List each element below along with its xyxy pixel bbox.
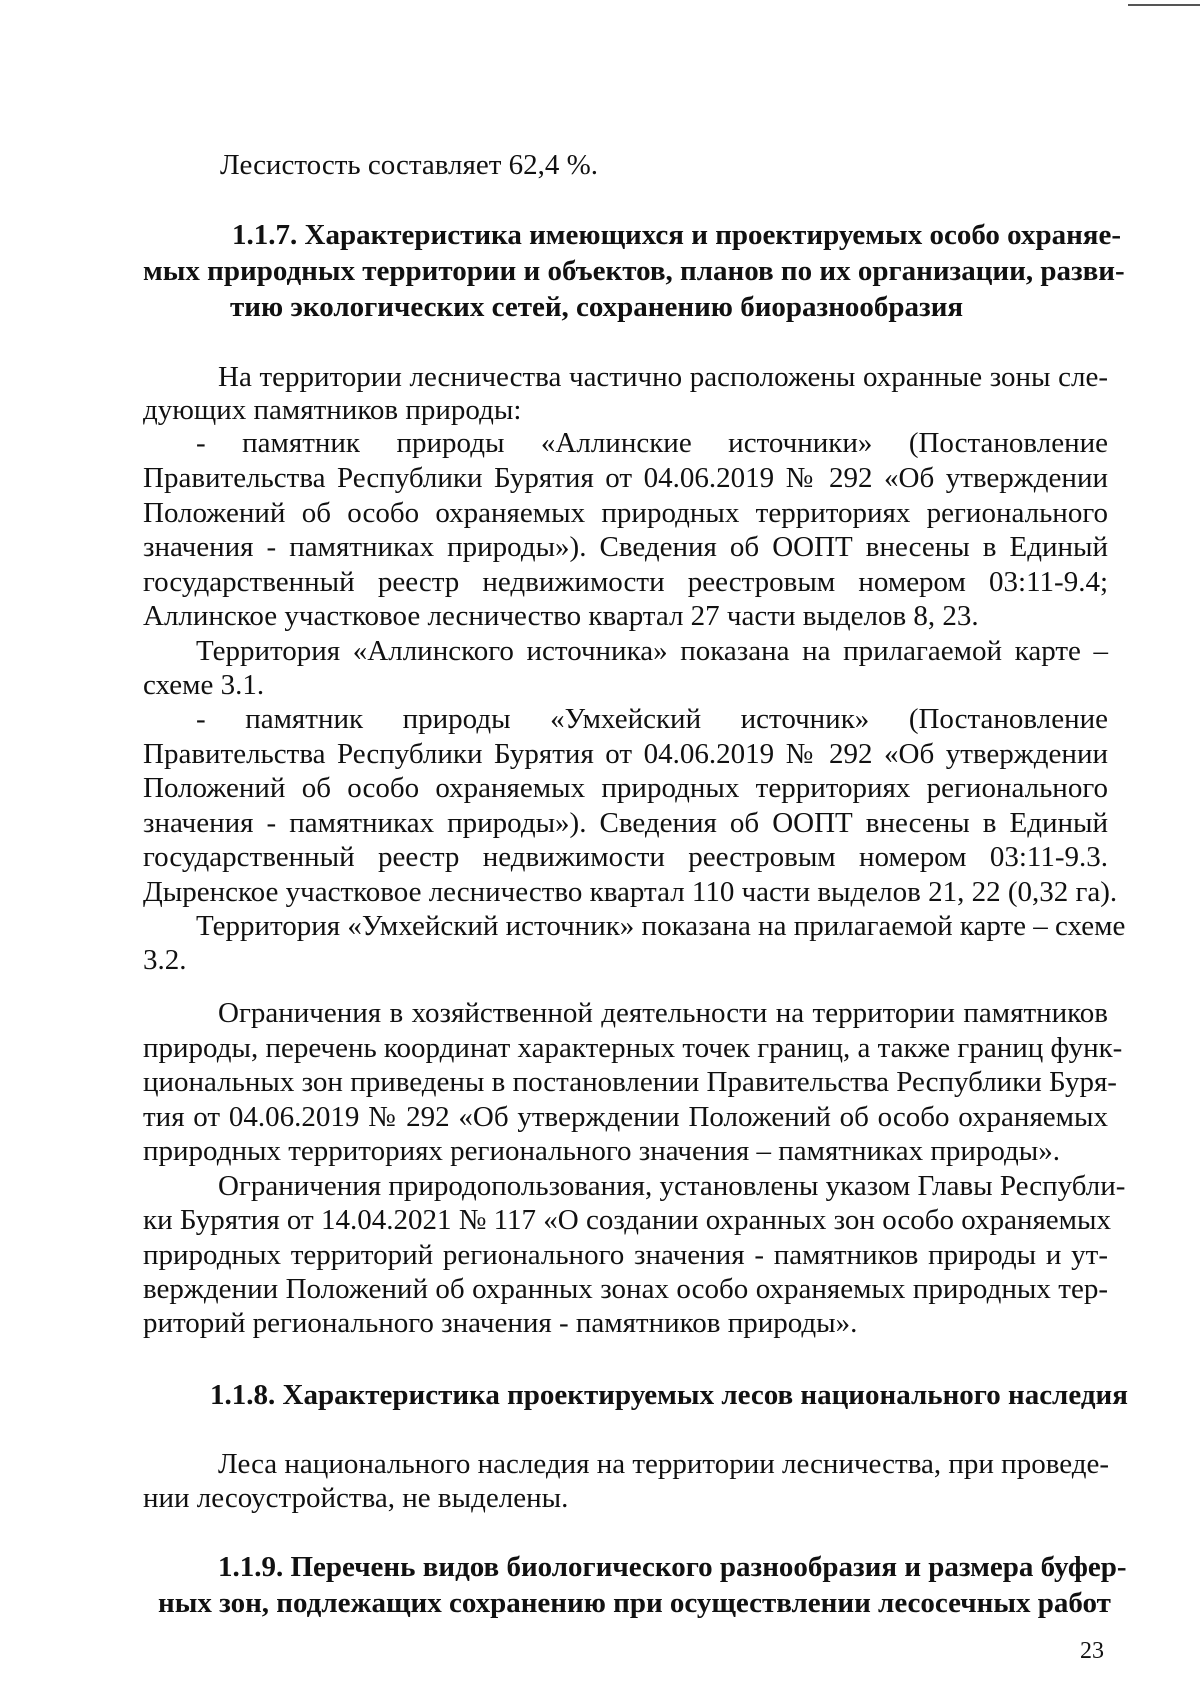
paragraph-line: На территории лесничества частично расположены охранные зоны сле-	[218, 361, 1108, 393]
page-number: 23	[1080, 1638, 1104, 1664]
section-heading-1-1-8: 1.1.8. Характеристика проектируемых лесов национального наследия	[210, 1379, 1128, 1411]
section-heading-1-1-9-line2: ных зон, подлежащих сохранению при осуществлении лесосечных работ	[158, 1587, 1111, 1619]
paragraph-line: государственный реестр недвижимости реестровым номером 03:11-9.4;	[143, 566, 1108, 598]
paragraph-line: 3.2.	[143, 944, 187, 976]
paragraph-line: Леса национального наследия на территории лесничества, при проведе-	[218, 1448, 1109, 1480]
paragraph-line: природных территориях регионального значения – памятниках природы».	[143, 1135, 1061, 1167]
paragraph-line: риторий регионального значения - памятников природы».	[143, 1307, 858, 1339]
paragraph-line: Ограничения природопользования, установлены указом Главы Республи-	[218, 1170, 1126, 1202]
paragraph-line: Территория «Аллинского источника» показана на прилагаемой карте –	[196, 635, 1108, 667]
paragraph-line: Аллинское участковое лесничество квартал 27 части выделов 8, 23.	[143, 600, 979, 632]
paragraph-line: нии лесоустройства, не выделены.	[143, 1482, 569, 1514]
forest-cover-line: Лесистость составляет 62,4 %.	[220, 149, 599, 181]
bullet-line: - памятник природы «Аллинские источники» (Постановление	[196, 427, 1108, 459]
paragraph-line: государственный реестр недвижимости реестровым номером 03:11-9.3.	[143, 841, 1108, 873]
paragraph-line: схеме 3.1.	[143, 669, 265, 701]
section-heading-1-1-9-line1: 1.1.9. Перечень видов биологического разнообразия и размера буфер-	[218, 1551, 1127, 1583]
paragraph-line: Ограничения в хозяйственной деятельности на территории памятников	[218, 997, 1108, 1029]
paragraph-line: Положений об особо охраняемых природных территориях регионального	[143, 497, 1108, 529]
paragraph-line: ки Бурятия от 14.04.2021 № 117 «О создании охранных зон особо охраняемых	[143, 1204, 1112, 1236]
paragraph-line: значения - памятниках природы»). Сведения об ООПТ внесены в Единый	[143, 807, 1108, 839]
paragraph-line: циональных зон приведены в постановлении Правительства Республики Буря-	[143, 1066, 1117, 1098]
paragraph-line: природных территорий регионального значения - памятников природы и ут-	[143, 1239, 1108, 1271]
paragraph-line: верждении Положений об охранных зонах особо охраняемых природных тер-	[143, 1273, 1108, 1305]
paragraph-line: Положений об особо охраняемых природных территориях регионального	[143, 772, 1108, 804]
paragraph-line: Территория «Умхейский источник» показана на прилагаемой карте – схеме	[196, 910, 1126, 942]
paragraph-line: Правительства Республики Бурятия от 04.06.2019 № 292 «Об утверждении	[143, 738, 1108, 770]
paragraph-line: дующих памятников природы:	[143, 394, 522, 426]
bullet-line: - памятник природы «Умхейский источник» (Постановление	[196, 703, 1108, 735]
paragraph-line: природы, перечень координат характерных точек границ, а также границ функ-	[143, 1032, 1123, 1064]
paragraph-line: Правительства Республики Бурятия от 04.06.2019 № 292 «Об утверждении	[143, 462, 1108, 494]
paragraph-line: тия от 04.06.2019 № 292 «Об утверждении Положений об особо охраняемых	[143, 1101, 1108, 1133]
scan-edge-line	[1128, 4, 1200, 6]
section-heading-1-1-7-line3: тию экологических сетей, сохранению биоразнообразия	[230, 291, 964, 323]
paragraph-line: Дыренское участковое лесничество квартал 110 части выделов 21, 22 (0,32 га).	[143, 876, 1118, 908]
section-heading-1-1-7-line2: мых природных территории и объектов, планов по их организации, разви-	[143, 255, 1125, 287]
section-heading-1-1-7-line1: 1.1.7. Характеристика имеющихся и проектируемых особо охраняе-	[232, 219, 1122, 251]
paragraph-line: значения - памятниках природы»). Сведения об ООПТ внесены в Единый	[143, 531, 1108, 563]
